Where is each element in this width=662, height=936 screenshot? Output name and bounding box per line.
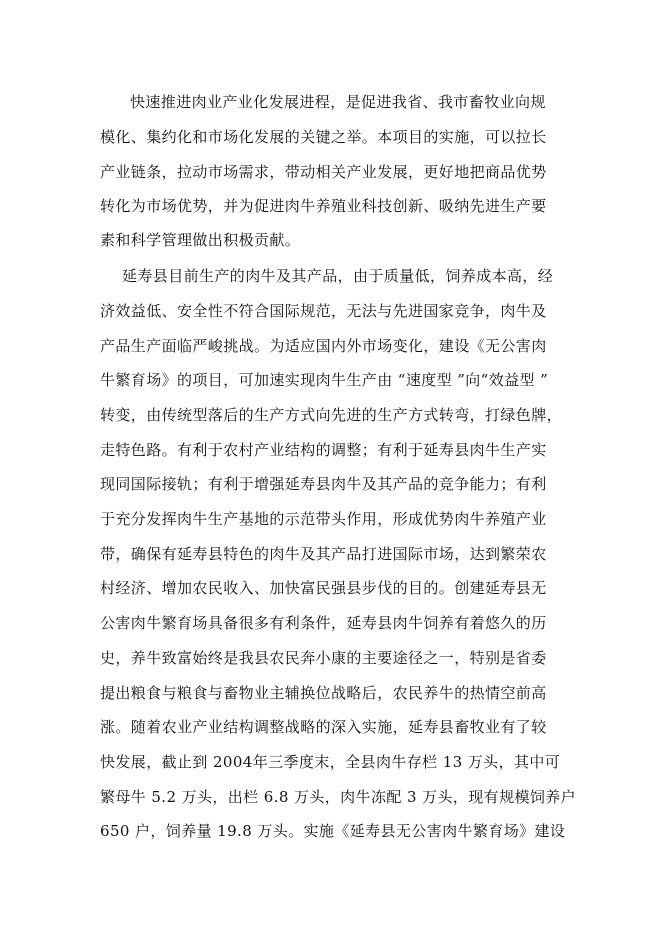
text-line: 延寿县目前生产的肉牛及其产品，由于质量低，饲养成本高，经 [122, 267, 554, 285]
text-line: 产品生产面临严峻挑战。为适应国内外市场变化，建设《无公害肉 [100, 337, 547, 355]
text-line: 于充分发挥肉牛生产基地的示范带头作用，形成优势肉牛养殖产业 [100, 510, 547, 528]
text-line: 带，确保有延寿县特色的肉牛及其产品打进国际市场，达到繁荣农 [100, 545, 547, 563]
text-line: 史，养牛致富始终是我县农民奔小康的主要途径之一，特别是省委 [100, 649, 547, 667]
text-line: 模化、集约化和市场化发展的关键之举。本项目的实施，可以拉长 [100, 128, 547, 146]
text-line: 快发展，截止到 2004年三季度末，全县肉牛存栏 13 万头，其中可 [100, 753, 561, 771]
text-line: 牛繁育场》的项目，可加速实现肉牛生产由 “速度型 ”向“效益型 ” [100, 371, 549, 389]
text-line: 公害肉牛繁育场具备很多有利条件，延寿县肉牛饲养有着悠久的历 [100, 614, 547, 632]
text-line: 济效益低、安全性不符合国际规范，无法与先进国家竞争，肉牛及 [100, 302, 547, 320]
text-line: 素和科学管理做出积极贡献。 [100, 231, 301, 249]
text-line: 村经济、增加农民收入、加快富民强县步伐的目的。创建延寿县无 [100, 579, 547, 597]
text-line: 650 户，饲养量 19.8 万头。实施《延寿县无公害肉牛繁育场》建设 [100, 822, 566, 840]
text-line: 提出粮食与粮食与畜物业主辅换位战略后，农民养牛的热情空前高 [100, 684, 547, 702]
text-line: 转变，由传统型落后的生产方式向先进的生产方式转弯，打绿色牌， [100, 406, 563, 424]
text-line: 产业链条，拉动市场需求，带动相关产业发展，更好地把商品优势 [100, 163, 547, 181]
text-line: 走特色路。有利于农村产业结构的调整；有利于延寿县肉牛生产实 [100, 441, 547, 459]
text-line: 涨。随着农业产业结构调整战略的深入实施，延寿县畜牧业有了较 [100, 718, 547, 736]
text-line: 繁母牛 5.2 万头，出栏 6.8 万头，肉牛冻配 3 万头，现有规模饲养户 [100, 788, 577, 806]
text-line: 快速推进肉业产业化发展进程，是促进我省、我市畜牧业向规 [130, 93, 546, 111]
text-line: 转化为市场优势，并为促进肉牛养殖业科技创新、吸纳先进生产要 [100, 197, 547, 215]
text-line: 现同国际接轨；有利于增强延寿县肉牛及其产品的竞争能力；有利 [100, 475, 547, 493]
